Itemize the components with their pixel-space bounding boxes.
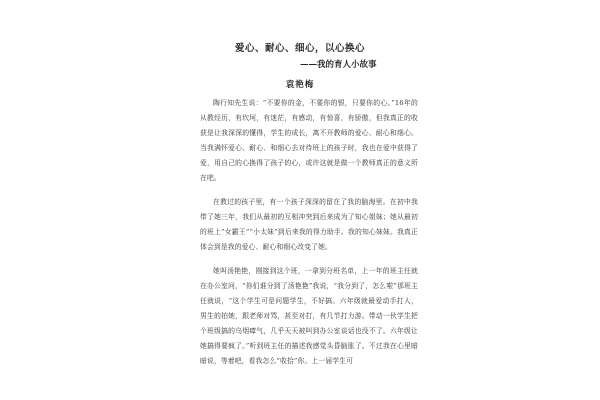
document-body bbox=[200, 96, 418, 378]
document-subtitle: ——我的育人小故事 bbox=[300, 60, 377, 70]
body-paragraph: 在教过的孩子里，有一个孩子深深的留在了我的脑海里。在初中我带了她三年，我们从最初的互相冲突到后来成为了知心姐妹；她从最初的班上“女霸王”“小太妹”到后来我的得力助手。我的知心妹妹。我真正体会到是我的爱心、耐心和细心改变了她。 bbox=[200, 198, 418, 251]
body-paragraph: 陶行知先生说：“不要你的金，不要你的银，只要你的心。”16年的从教经历，有坎坷，有迷茫，有感动，有惊喜，有骄傲，但我真正的收获是让我深深的懂得，学生的成长，离不开教师的爱心、耐心和细心。当我满怀爱心、耐心、和细心去对待班上的孩子时，我也在爱中获得了爱，用自己的心换得了孩子的心，或许这就是做一个教师真正的意义所在吧。 bbox=[200, 99, 418, 182]
body-paragraph: 她叫汤艳艳，刚接到这个班，一拿到分班名单，上一年的班主任就在办公室问，“你们谁分到了汤艳艳”我说，“我分到了，怎么啦”那班主任就说，“这个学生可是问题学生，不好搞。六年级就最爱动手打人，男生的拍她，跟老师对骂，甚至对打，有几节打力游。带动一伙学生把个班级搞的乌烟瘴气，几乎天天被叫到办公室谈话也没不了。六年级让她搞得要疯了。”听到班主任的描述我感觉头昏脑胀了。不过我在心里暗暗说，等着吧，看我怎么“收拾”你。上一届学生可 bbox=[200, 267, 418, 365]
document-title: 爱心、耐心、细心，以心换心 bbox=[234, 43, 365, 54]
author-name: 袁艳梅 bbox=[285, 80, 315, 90]
